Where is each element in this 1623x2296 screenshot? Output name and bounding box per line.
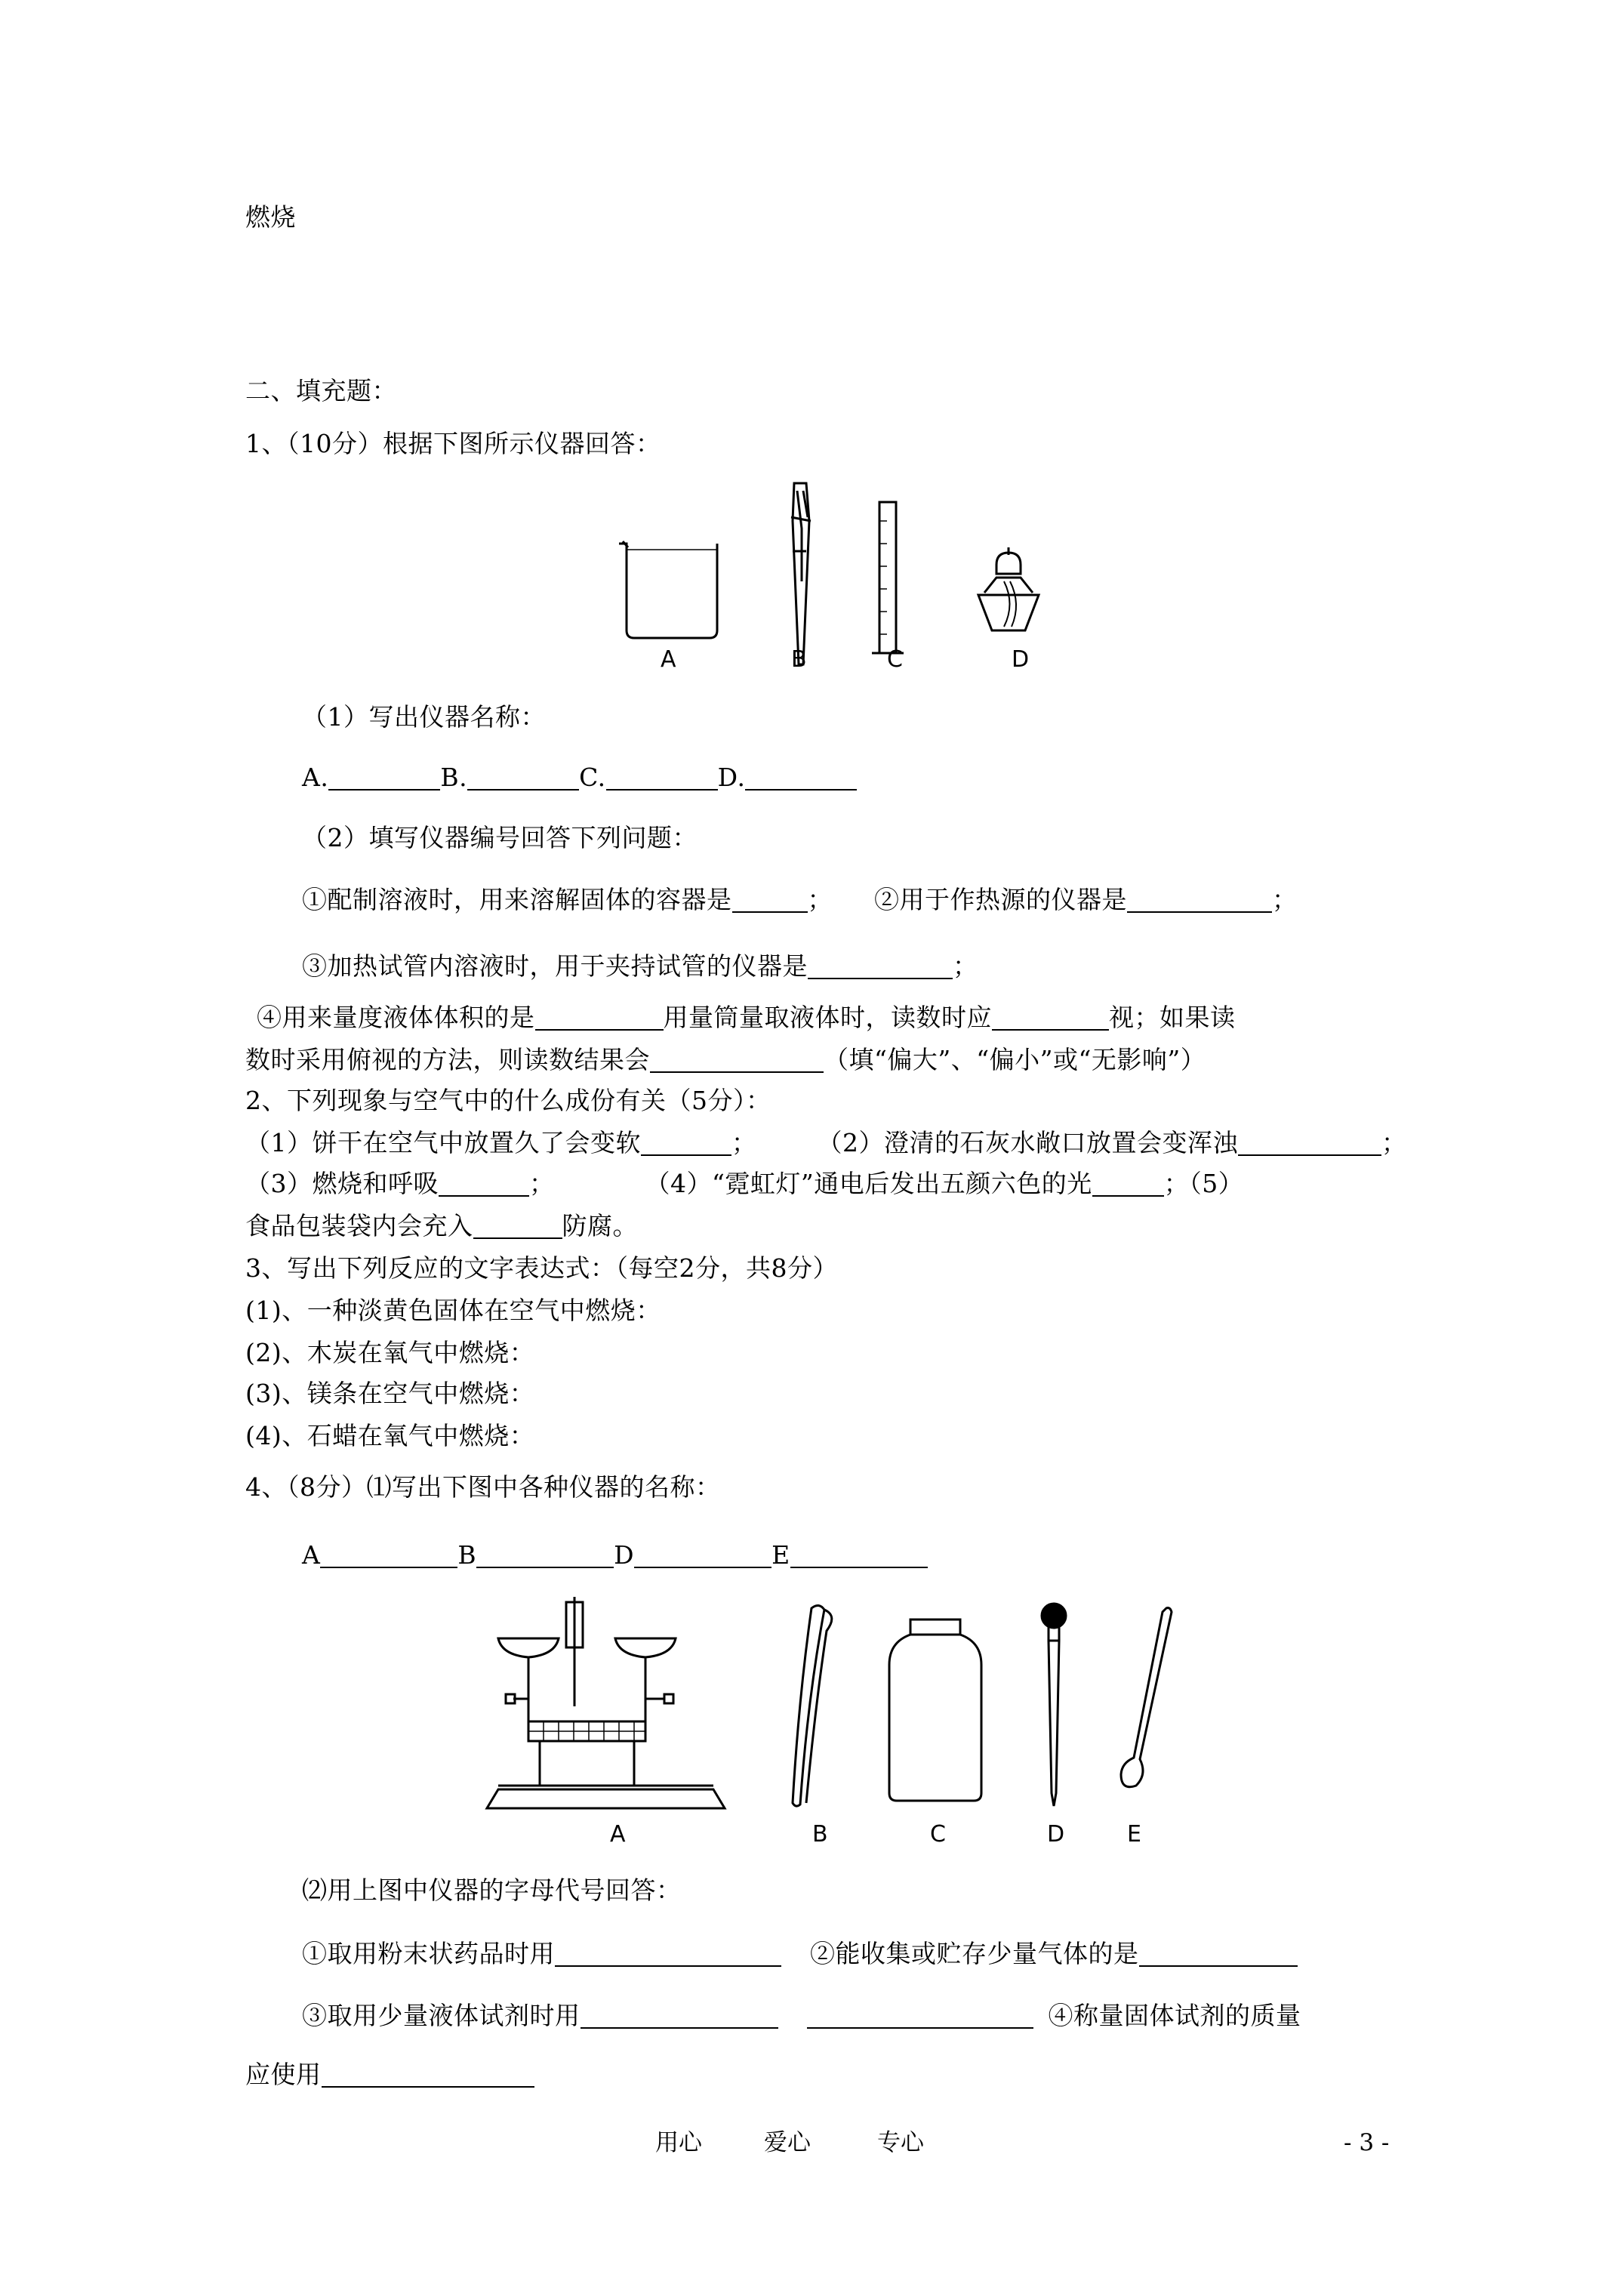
q1-label-d: D xyxy=(1012,646,1030,673)
q4-a3-blank1[interactable] xyxy=(581,2005,778,2029)
name-label-c: C. xyxy=(579,763,606,792)
q4-a4-text: ④称量固体试剂的质量 xyxy=(1048,2001,1301,2030)
name-blank-a[interactable] xyxy=(328,766,440,791)
name-blank-b[interactable] xyxy=(467,766,579,791)
q4-label-d: D xyxy=(1047,1821,1065,1848)
q4-a3-text: ③取用少量液体试剂时用 xyxy=(302,2001,581,2030)
q2-p4-text: （4）“霓虹灯”通电后发出五颜六色的光 xyxy=(645,1169,1092,1198)
q4-name-blank-a[interactable] xyxy=(320,1544,457,1568)
q4-label-a: A xyxy=(610,1821,626,1848)
q2-p5-blank[interactable] xyxy=(473,1215,562,1239)
q1-item2-text: ②用于作热源的仪器是 xyxy=(874,885,1127,914)
q4-answer-line2 xyxy=(302,2001,1301,2031)
section-heading: 二、填充题： xyxy=(245,376,397,405)
q2-p1-blank[interactable] xyxy=(641,1132,731,1156)
q1-item4-cont xyxy=(245,1045,1206,1075)
spatula-drawing xyxy=(1121,1608,1172,1787)
q2-line3 xyxy=(245,1211,638,1241)
alcohol-lamp-drawing xyxy=(978,547,1039,630)
q4-name-label-b: B xyxy=(457,1540,477,1570)
q1-item4-text5: （填“偏大”、“偏小”或“无影响”） xyxy=(824,1045,1206,1074)
q4-answer-line3 xyxy=(245,2060,534,2090)
q4-label-e: E xyxy=(1127,1821,1141,1848)
q3-item1: (1)、一种淡黄色固体在空气中燃烧： xyxy=(245,1296,661,1325)
tweezers-drawing xyxy=(793,1605,832,1806)
gas-jar-drawing xyxy=(889,1620,981,1801)
q1-item3-text: ③加热试管内溶液时，用于夹持试管的仪器是 xyxy=(302,951,808,981)
name-blank-d[interactable] xyxy=(745,766,857,791)
q1-item1-text: ①配制溶液时，用来溶解固体的容器是 xyxy=(302,885,732,914)
q4-a2-blank[interactable] xyxy=(1139,1943,1298,1967)
q4-a5-blank[interactable] xyxy=(322,2063,534,2088)
q1-label-a: A xyxy=(661,646,676,673)
q1-item4-blank2[interactable] xyxy=(992,1006,1109,1031)
q1-item4 xyxy=(257,1003,1236,1033)
q1-sub2: （2）填写仪器编号回答下列问题： xyxy=(302,823,698,852)
page-number: - 3 - xyxy=(1344,2129,1390,2156)
q2-p3-blank[interactable] xyxy=(439,1173,529,1197)
q4-title: 4、（8分）⑴写出下图中各种仪器的名称： xyxy=(245,1472,721,1502)
q1-item1-blank[interactable] xyxy=(732,889,808,913)
balance-drawing xyxy=(487,1597,725,1808)
test-tube-holder-drawing xyxy=(791,483,811,664)
q1-item1 xyxy=(302,885,1298,915)
footer-word-3: 专心 xyxy=(877,2129,924,2156)
q4-a2-text: ②能收集或贮存少量气体的是 xyxy=(810,1939,1139,1968)
q4-name-blank-d[interactable] xyxy=(634,1544,771,1568)
q2-p2-text: （2）澄清的石灰水敞口放置会变浑浊 xyxy=(817,1128,1238,1157)
q2-p1-semicolon: ； xyxy=(731,1128,757,1157)
q2-p2-blank[interactable] xyxy=(1238,1132,1381,1156)
footer-word-2: 爱心 xyxy=(764,2129,811,2156)
q1-item3-blank[interactable] xyxy=(808,955,953,979)
q1-item1-semicolon: ； xyxy=(807,885,833,914)
name-label-a: A. xyxy=(302,763,329,792)
q2-p3-semicolon: ； xyxy=(529,1169,555,1198)
q1-item2-semicolon: ； xyxy=(1272,885,1298,914)
q1-item4-text4: 数时采用俯视的方法，则读数结果会 xyxy=(245,1045,650,1074)
q2-line1 xyxy=(245,1128,1407,1158)
q4-a1-text: ①取用粉末状药品时用 xyxy=(302,1939,555,1968)
q4-a3-blank2[interactable] xyxy=(807,2005,1033,2029)
q4-name-label-a: A xyxy=(302,1540,321,1570)
q2-title: 2、下列现象与空气中的什么成份有关（5分）： xyxy=(245,1086,771,1115)
q1-item4-text: ④用来量度液体体积的是 xyxy=(257,1003,535,1032)
q2-p2-semicolon: ； xyxy=(1381,1128,1407,1157)
name-label-b: B. xyxy=(440,763,468,792)
q4-instruments-figure xyxy=(483,1593,1215,1820)
name-label-d: D. xyxy=(717,763,746,792)
q1-names-line xyxy=(302,763,857,793)
q2-p4-suffix: ；（5） xyxy=(1163,1169,1244,1198)
q3-title: 3、写出下列反应的文字表达式：（每空2分，共8分） xyxy=(245,1253,838,1283)
q2-p3-text: （3）燃烧和呼吸 xyxy=(245,1169,439,1198)
q1-item2-blank[interactable] xyxy=(1127,889,1272,913)
q4-name-blank-b[interactable] xyxy=(476,1544,614,1568)
q3-item4: (4)、石蜡在氧气中燃烧： xyxy=(245,1421,535,1450)
q2-p5-suffix: 防腐。 xyxy=(562,1211,638,1240)
q3-item3: (3)、镁条在空气中燃烧： xyxy=(245,1379,535,1408)
dropper-drawing xyxy=(1042,1604,1066,1806)
q4-a1-blank[interactable] xyxy=(555,1943,781,1967)
q4-name-label-e: E xyxy=(771,1540,790,1570)
q2-p5-text: 食品包装袋内会充入 xyxy=(245,1211,473,1240)
q4-label-c: C xyxy=(930,1821,946,1848)
q4-sub2: ⑵用上图中仪器的字母代号回答： xyxy=(302,1875,682,1905)
q4-name-label-d: D xyxy=(614,1540,635,1570)
q1-title: 1、（10分）根据下图所示仪器回答： xyxy=(245,429,661,458)
q4-names-line xyxy=(302,1540,928,1570)
q1-label-c: C xyxy=(887,646,903,673)
q1-item4-blank1[interactable] xyxy=(535,1006,664,1031)
q1-label-b: B xyxy=(791,646,807,673)
q2-line2 xyxy=(245,1169,1243,1199)
q1-item4-blank3[interactable] xyxy=(650,1049,824,1073)
q4-label-b: B xyxy=(812,1821,828,1848)
q3-item2: (2)、木炭在氧气中燃烧： xyxy=(245,1338,535,1367)
q1-item4-text2: 用量筒量取液体时，读数时应 xyxy=(663,1003,992,1032)
q1-item3 xyxy=(302,951,978,982)
q1-item3-semicolon: ； xyxy=(953,951,978,981)
q2-p4-blank[interactable] xyxy=(1092,1173,1164,1197)
q4-a5-text: 应使用 xyxy=(245,2060,322,2089)
graduated-cylinder-drawing xyxy=(872,502,904,653)
name-blank-c[interactable] xyxy=(606,766,718,791)
q2-p1-text: （1）饼干在空气中放置久了会变软 xyxy=(245,1128,641,1157)
q1-sub1: （1）写出仪器名称： xyxy=(302,702,546,732)
q1-item4-text3: 视；如果读 xyxy=(1109,1003,1236,1032)
beaker-drawing xyxy=(619,541,717,638)
top-word: 燃烧 xyxy=(245,202,296,232)
footer-word-1: 用心 xyxy=(655,2129,702,2156)
q4-answer-line1 xyxy=(302,1939,1298,1969)
q4-name-blank-e[interactable] xyxy=(790,1544,928,1568)
